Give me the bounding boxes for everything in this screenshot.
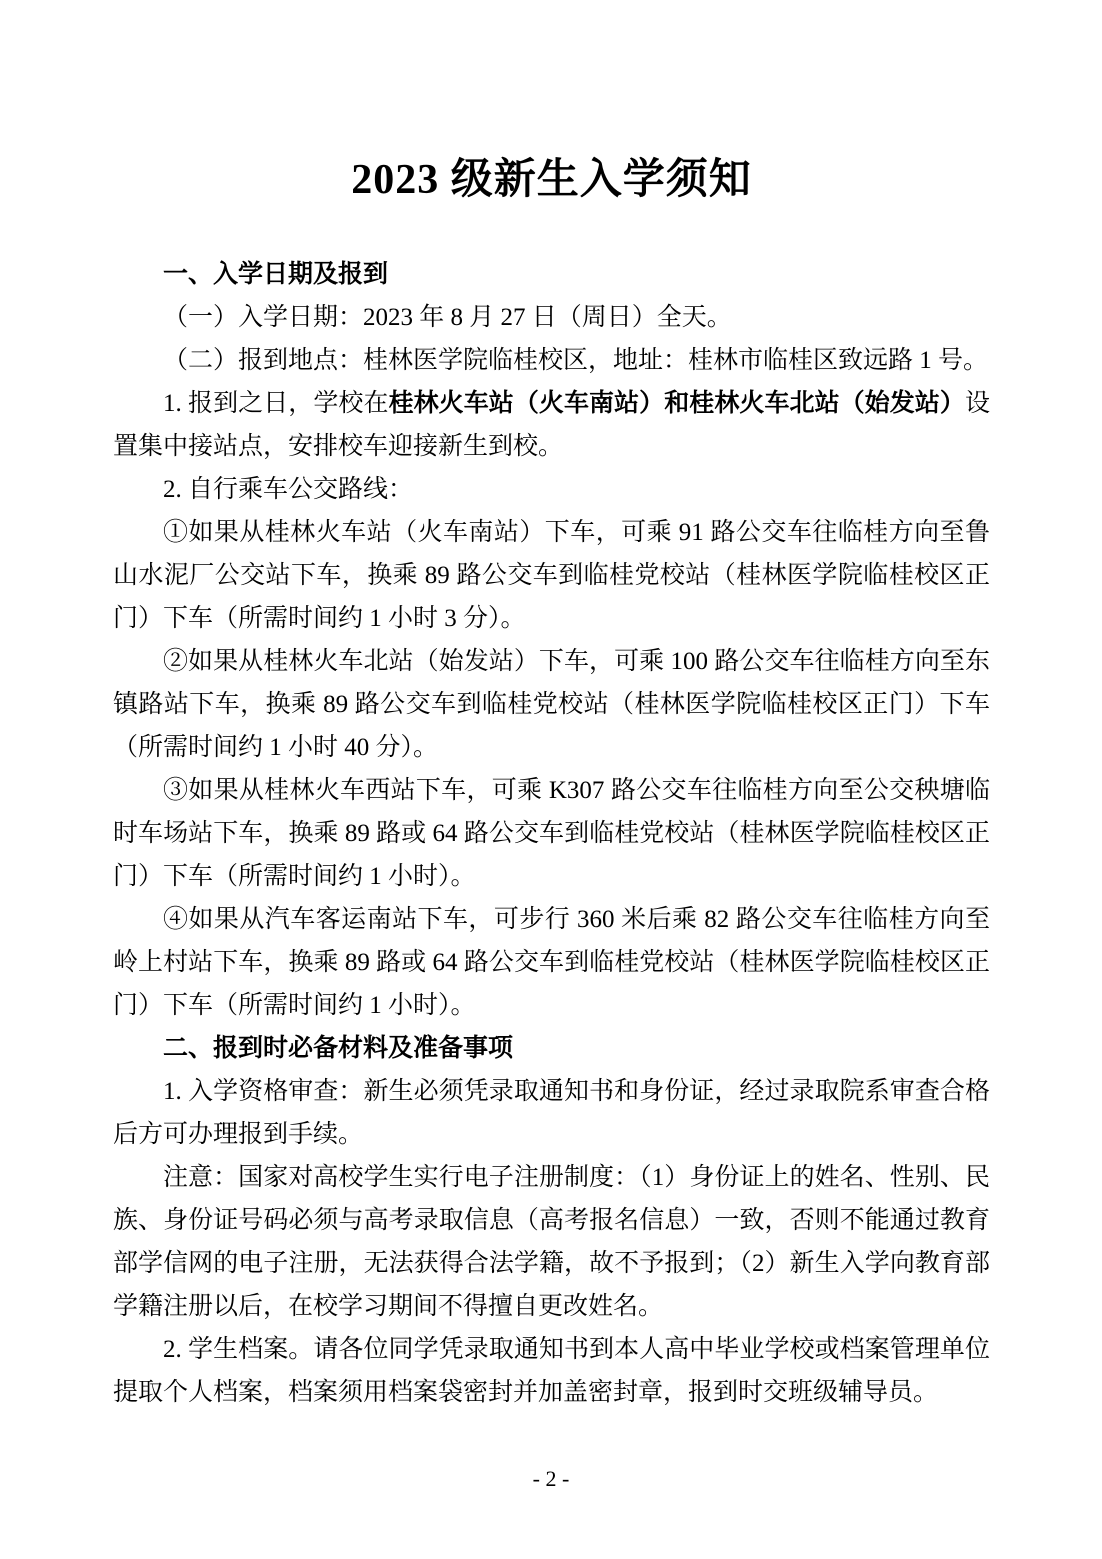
station-pickup-text-pre: 1. 报到之日，学校在 xyxy=(163,390,389,417)
report-location-line: （二）报到地点：桂林医学院临桂校区，地址：桂林市临桂区致远路 1 号。 xyxy=(163,347,989,374)
student-archive-paragraph: 2. 学生档案。请各位同学凭录取通知书到本人高中毕业学校或档案管理单位提取个人档案，档案须用档案袋密封并加盖密封章，报到时交班级辅导员。 xyxy=(113,1336,990,1406)
section-2-heading: 二、报到时必备材料及准备事项 xyxy=(163,1035,514,1062)
qualification-check-paragraph: 1. 入学资格审查：新生必须凭录取通知书和身份证，经过录取院系审查合格后方可办理报到手续。 xyxy=(113,1078,990,1148)
enrollment-date-line: （一）入学日期：2023 年 8 月 27 日（周日）全天。 xyxy=(163,304,732,331)
registration-notice-paragraph: 注意：国家对高校学生实行电子注册制度：（1）身份证上的姓名、性别、民族、身份证号码必须与高考录取信息（高考报名信息）一致，否则不能通过教育部学信网的电子注册，无法获得合法学籍，故不予报到；（2）新生入学向教育部学籍注册以后，在校学习期间不得擅自更改姓名。 xyxy=(113,1164,990,1320)
station-pickup-text-bold: 桂林火车站（火车南站）和桂林火车北站（始发站） xyxy=(388,390,965,417)
bus-route-intro-line: 2. 自行乘车公交路线： xyxy=(163,476,414,503)
station-pickup-paragraph xyxy=(113,382,990,468)
section-1-heading: 一、入学日期及报到 xyxy=(163,261,389,288)
bus-route-4-paragraph: ④如果从汽车客运南站下车，可步行 360 米后乘 82 路公交车往临桂方向至岭上村站下车，换乘 89 路或 64 路公交车到临桂党校站（桂林医学院临桂校区正门）下车（所需时间约 1 小时）。 xyxy=(113,906,990,1019)
bus-route-3-paragraph: ③如果从桂林火车西站下车，可乘 K307 路公交车往临桂方向至公交秧塘临时车场站下车，换乘 89 路或 64 路公交车到临桂党校站（桂林医学院临桂校区正门）下车（所需时间约 1 小时）。 xyxy=(113,777,990,890)
document-title: 2023 级新生入学须知 xyxy=(351,157,752,203)
station-pickup-text-post: 设置集中接站点，安排校车迎接新生到校。 xyxy=(113,390,990,460)
document-body xyxy=(113,253,990,1414)
bus-route-1-paragraph: ①如果从桂林火车站（火车南站）下车，可乘 91 路公交车往临桂方向至鲁山水泥厂公交站下车，换乘 89 路公交车到临桂党校站（桂林医学院临桂校区正门）下车（所需时间约 1 小时 3 分）。 xyxy=(113,519,990,632)
page-number: - 2 - xyxy=(532,1466,570,1491)
bus-route-2-paragraph: ②如果从桂林火车北站（始发站）下车，可乘 100 路公交车往临桂方向至东镇路站下车，换乘 89 路公交车到临桂党校站（桂林医学院临桂校区正门）下车（所需时间约 1 小时 40 分）。 xyxy=(113,648,990,761)
